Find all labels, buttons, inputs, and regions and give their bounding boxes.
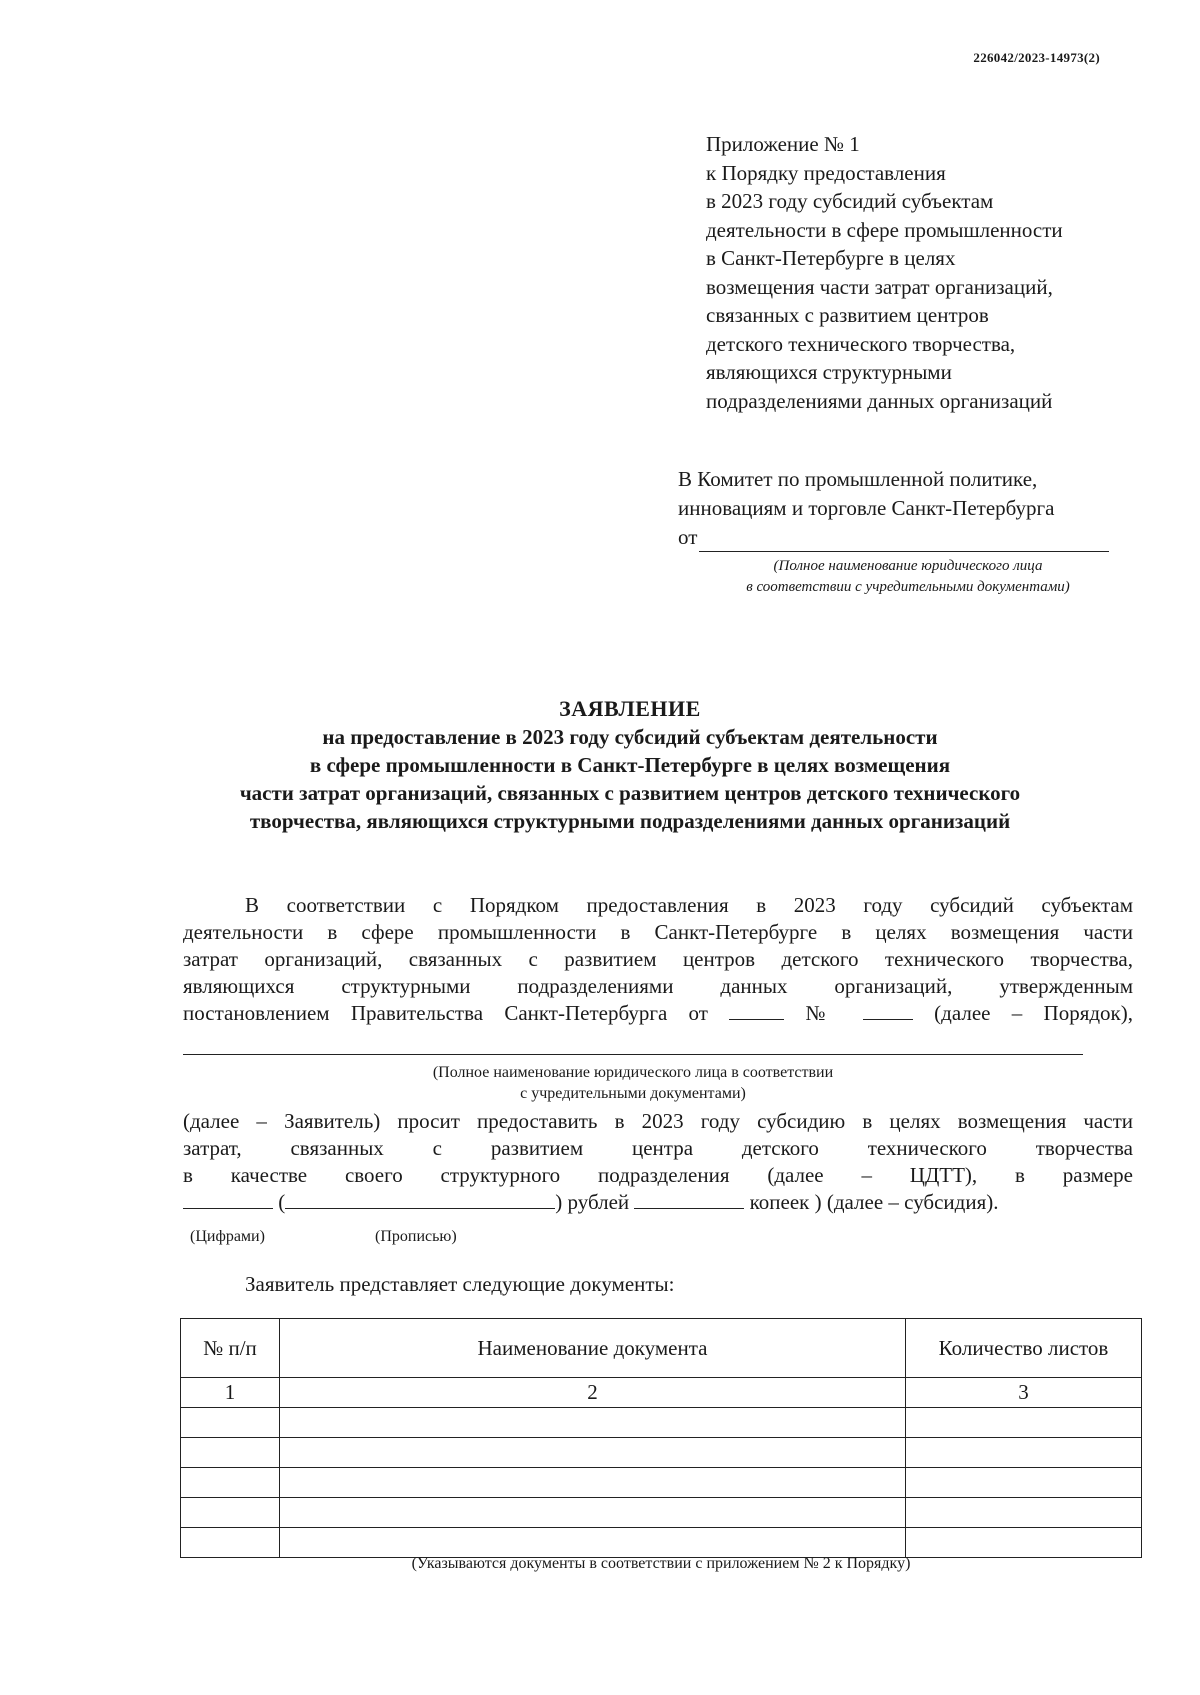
resolution-text: постановлением Правительства Санкт-Петербурга от — [183, 1001, 708, 1025]
table-cell[interactable] — [280, 1438, 906, 1468]
table-cell[interactable] — [181, 1438, 280, 1468]
addressee-line: В Комитет по промышленной политике, — [678, 467, 1038, 491]
paragraph-request — [183, 1108, 1133, 1216]
digits-label: (Цифрами) — [190, 1228, 265, 1245]
title-line: на предоставление в 2023 году субсидий субъектам деятельности — [322, 725, 938, 749]
documents-intro: Заявитель представляет следующие документы: — [245, 1272, 675, 1296]
documents-table — [180, 1318, 1142, 1558]
table-cell[interactable] — [280, 1498, 906, 1528]
table-row[interactable] — [181, 1498, 1142, 1528]
table-row[interactable] — [181, 1468, 1142, 1498]
paragraph-line: являющихся структурными подразделениями данных организаций, утвержденным — [183, 974, 1133, 998]
table-cell[interactable] — [280, 1468, 906, 1498]
annex-line: в Санкт-Петербурге в целях — [706, 246, 956, 270]
legal-name-blank[interactable] — [183, 1054, 1083, 1055]
table-footnote: (Указываются документы в соответствии с приложением № 2 к Порядку) — [411, 1555, 911, 1572]
paragraph-line: в качестве своего структурного подразделения (далее – ЦДТТ), в размере — [183, 1163, 1133, 1187]
header-number: № п/п — [181, 1319, 280, 1378]
paragraph-line: (далее – Заявитель) просит предоставить в 2023 году субсидию в целях возмещения части — [183, 1109, 1133, 1133]
table-cell[interactable] — [906, 1498, 1142, 1528]
hint-line: (Полное наименование юридического лица — [773, 558, 1043, 574]
document-title — [150, 695, 1110, 835]
paragraph-last-line — [183, 1000, 1133, 1027]
table-cell[interactable] — [906, 1468, 1142, 1498]
amount-open: ( — [278, 1190, 286, 1214]
from-label: от — [678, 525, 698, 549]
table-cell[interactable] — [906, 1438, 1142, 1468]
resolution-suffix: (далее – Порядок), — [934, 1001, 1133, 1025]
legal-name-hint — [183, 1062, 1083, 1104]
table-cell[interactable] — [280, 1528, 906, 1558]
number-sign: № — [805, 1001, 842, 1025]
amount-words-blank[interactable] — [285, 1190, 555, 1209]
table-cell[interactable] — [181, 1408, 280, 1438]
amount-line — [183, 1189, 1133, 1216]
table-row[interactable] — [181, 1438, 1142, 1468]
annex-line: подразделениями данных организаций — [706, 388, 1053, 413]
applicant-name-hint — [678, 556, 1138, 598]
table-row[interactable] — [181, 1408, 1142, 1438]
kopeck-blank[interactable] — [634, 1190, 744, 1209]
title-line: творчества, являющихся структурными подразделениями данных организаций — [249, 809, 1011, 833]
annex-line: возмещения части затрат организаций, — [706, 274, 1053, 299]
table-cell[interactable] — [181, 1528, 280, 1558]
document-number: 226042/2023-14973(2) — [973, 50, 1100, 65]
annex-line: являющихся структурными — [706, 360, 952, 384]
applicant-name-blank[interactable] — [699, 529, 1109, 552]
hint-line: с учредительными документами) — [520, 1085, 746, 1102]
annex-line: деятельности в сфере промышленности — [706, 217, 1063, 242]
table-header-row — [181, 1319, 1142, 1378]
table-cell[interactable] — [280, 1408, 906, 1438]
annex-line: детского технического творчества, — [706, 331, 1016, 356]
table-cell: 3 — [906, 1378, 1142, 1408]
title-line: части затрат организаций, связанных с развитием центров детского технического — [239, 781, 1021, 805]
resolution-date-blank[interactable] — [729, 1001, 784, 1020]
hint-line: в соответствии с учредительными документами) — [746, 579, 1070, 595]
resolution-number-blank[interactable] — [863, 1001, 913, 1020]
annex-line: в 2023 году субсидий субъектам — [706, 189, 994, 213]
table-cell: 2 — [280, 1378, 906, 1408]
header-sheet-count: Количество листов — [906, 1319, 1142, 1378]
from-line — [678, 523, 1138, 552]
kopeck-text: копеек ) (далее – субсидия). — [749, 1190, 999, 1214]
title-line: в сфере промышленности в Санкт-Петербурге в целях возмещения — [309, 753, 951, 777]
amount-close: ) рублей — [555, 1190, 630, 1214]
addressee-line: инновациям и торговле Санкт-Петербурга — [678, 496, 1055, 520]
addressee-block — [678, 465, 1138, 598]
hint-line: (Полное наименование юридического лица в соответствии — [432, 1064, 834, 1081]
paragraph-intro — [183, 892, 1133, 1027]
words-label: (Прописью) — [375, 1228, 457, 1245]
paragraph-line: затрат организаций, связанных с развитием центров детского технического творчества, — [183, 947, 1133, 971]
annex-line: к Порядку предоставления — [706, 160, 946, 185]
title-main: ЗАЯВЛЕНИЕ — [559, 696, 701, 721]
annex-line: Приложение № 1 — [706, 132, 860, 156]
table-cell[interactable] — [181, 1468, 280, 1498]
paragraph-line: затрат, связанных с развитием центра детского технического творчества — [183, 1136, 1133, 1160]
table-index-row — [181, 1378, 1142, 1408]
table-cell[interactable] — [906, 1528, 1142, 1558]
table-row[interactable] — [181, 1528, 1142, 1558]
annex-line: связанных с развитием центров — [706, 303, 989, 327]
table-cell: 1 — [181, 1378, 280, 1408]
annex-block — [706, 130, 1126, 415]
table-cell[interactable] — [181, 1498, 280, 1528]
table-cell[interactable] — [906, 1408, 1142, 1438]
amount-digits-blank[interactable] — [183, 1190, 273, 1209]
paragraph-line: деятельности в сфере промышленности в Санкт-Петербурге в целях возмещения части — [183, 920, 1133, 944]
paragraph-line: В соответствии с Порядком предоставления в 2023 году субсидий субъектам — [245, 893, 1133, 917]
header-document-name: Наименование документа — [280, 1319, 906, 1378]
